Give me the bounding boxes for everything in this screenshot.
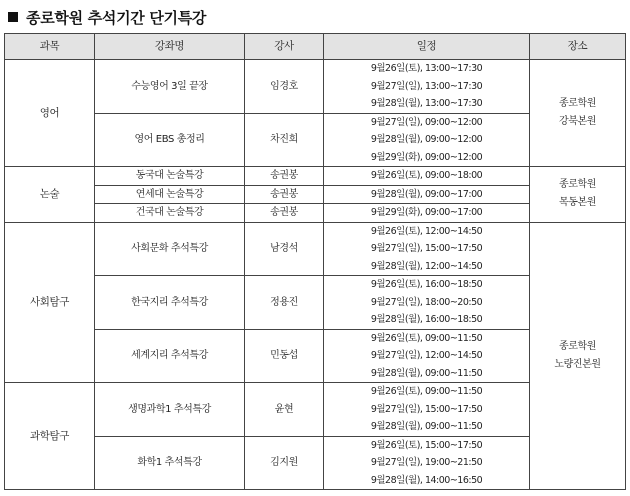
subject-cell: 논술 <box>5 167 95 223</box>
schedule-line: 9월27일(일), 09:00~12:00 <box>370 116 483 128</box>
table-row <box>5 167 626 186</box>
schedule-line: 9월28일(월), 09:00~12:00 <box>370 134 483 145</box>
schedule-cell <box>324 113 530 167</box>
schedule-cell <box>324 167 530 186</box>
schedule-line: 9월26일(토), 12:00~14:50 <box>370 225 483 237</box>
page-title-text: 종로학원 추석기간 단기특강 <box>26 8 207 27</box>
subject-cell: 과학탐구 <box>5 383 95 490</box>
teacher-name: 차진희 <box>245 113 324 167</box>
teacher-name: 윤현 <box>245 383 324 437</box>
course-name: 영어 EBS 총정리 <box>95 113 245 167</box>
place-line: 목동본원 <box>558 197 597 209</box>
course-name: 동국대 논술특강 <box>95 167 245 186</box>
course-name: 사회문화 추석특강 <box>95 222 245 276</box>
schedule-line: 9월28일(월), 09:00~11:50 <box>370 367 483 379</box>
course-name: 수능영어 3일 끝장 <box>95 60 245 114</box>
table-row <box>5 222 626 276</box>
schedule-line: 9월27일(일), 13:00~17:30 <box>370 80 483 92</box>
schedule-line: 9월26일(토), 09:00~11:50 <box>370 332 483 344</box>
schedule-cell <box>324 222 530 276</box>
schedule-line: 9월28일(월), 16:00~18:50 <box>370 314 483 325</box>
course-name: 연세대 논술특강 <box>95 185 245 204</box>
course-name: 세계지리 추석특강 <box>95 329 245 383</box>
schedule-line: 9월27일(일), 18:00~20:50 <box>370 296 483 308</box>
schedule-line: 9월28일(월), 13:00~17:30 <box>370 98 483 109</box>
course-name: 화학1 추석특강 <box>95 436 245 490</box>
schedule-line: 9월27일(일), 19:00~21:50 <box>370 457 483 468</box>
schedule-cell <box>324 204 530 223</box>
teacher-name: 송권봉 <box>245 185 324 204</box>
header-place: 장소 <box>530 34 626 60</box>
schedule-table <box>4 33 626 490</box>
schedule-line: 9월27일(일), 15:00~17:50 <box>370 243 483 254</box>
schedule-cell <box>324 383 530 437</box>
schedule-line: 9월29일(화), 09:00~17:00 <box>370 207 483 218</box>
schedule-line: 9월28일(월), 14:00~16:50 <box>370 474 483 486</box>
teacher-name: 남경석 <box>245 222 324 276</box>
teacher-name: 임경호 <box>245 60 324 114</box>
place-line: 종로학원 <box>558 179 597 191</box>
subject-cell: 사회탐구 <box>5 222 95 383</box>
schedule-line: 9월28일(월), 09:00~17:00 <box>370 188 483 200</box>
header-subject: 과목 <box>5 34 95 60</box>
teacher-name: 송권봉 <box>245 167 324 186</box>
table-header-row <box>5 34 626 60</box>
schedule-cell <box>324 329 530 383</box>
header-schedule: 일정 <box>324 34 530 60</box>
teacher-name: 정용진 <box>245 276 324 330</box>
course-name: 건국대 논술특강 <box>95 204 245 223</box>
schedule-line: 9월28일(월), 09:00~11:50 <box>370 421 483 432</box>
schedule-line: 9월26일(토), 16:00~18:50 <box>370 279 483 290</box>
place-line: 강북본원 <box>558 116 597 127</box>
place-line: 종로학원 <box>558 98 597 109</box>
schedule-line: 9월26일(토), 09:00~11:50 <box>370 386 483 397</box>
teacher-name: 송권봉 <box>245 204 324 223</box>
schedule-cell <box>324 60 530 114</box>
schedule-cell <box>324 185 530 204</box>
schedule-line: 9월26일(토), 13:00~17:30 <box>370 63 483 74</box>
course-name: 한국지리 추석특강 <box>95 276 245 330</box>
place-cell <box>530 167 626 223</box>
schedule-cell <box>324 436 530 490</box>
header-teacher: 강사 <box>245 34 324 60</box>
teacher-name: 민동섭 <box>245 329 324 383</box>
schedule-line: 9월26일(토), 15:00~17:50 <box>370 439 483 451</box>
schedule-line: 9월27일(일), 12:00~14:50 <box>370 350 483 361</box>
schedule-line: 9월29일(화), 09:00~12:00 <box>370 151 483 163</box>
teacher-name: 김지원 <box>245 436 324 490</box>
course-name: 생명과학1 추석특강 <box>95 383 245 437</box>
place-cell <box>530 60 626 167</box>
schedule-line: 9월28일(월), 12:00~14:50 <box>370 260 483 272</box>
place-line: 노량진본원 <box>554 358 601 370</box>
page-title <box>8 6 206 28</box>
table-row <box>5 60 626 114</box>
schedule-line: 9월27일(일), 15:00~17:50 <box>370 403 483 415</box>
schedule-cell <box>324 276 530 330</box>
header-course: 강좌명 <box>95 34 245 60</box>
square-bullet-icon <box>8 12 18 22</box>
schedule-line: 9월26일(토), 09:00~18:00 <box>370 170 483 181</box>
place-cell <box>530 222 626 490</box>
place-line: 종로학원 <box>558 340 597 352</box>
subject-cell: 영어 <box>5 60 95 167</box>
